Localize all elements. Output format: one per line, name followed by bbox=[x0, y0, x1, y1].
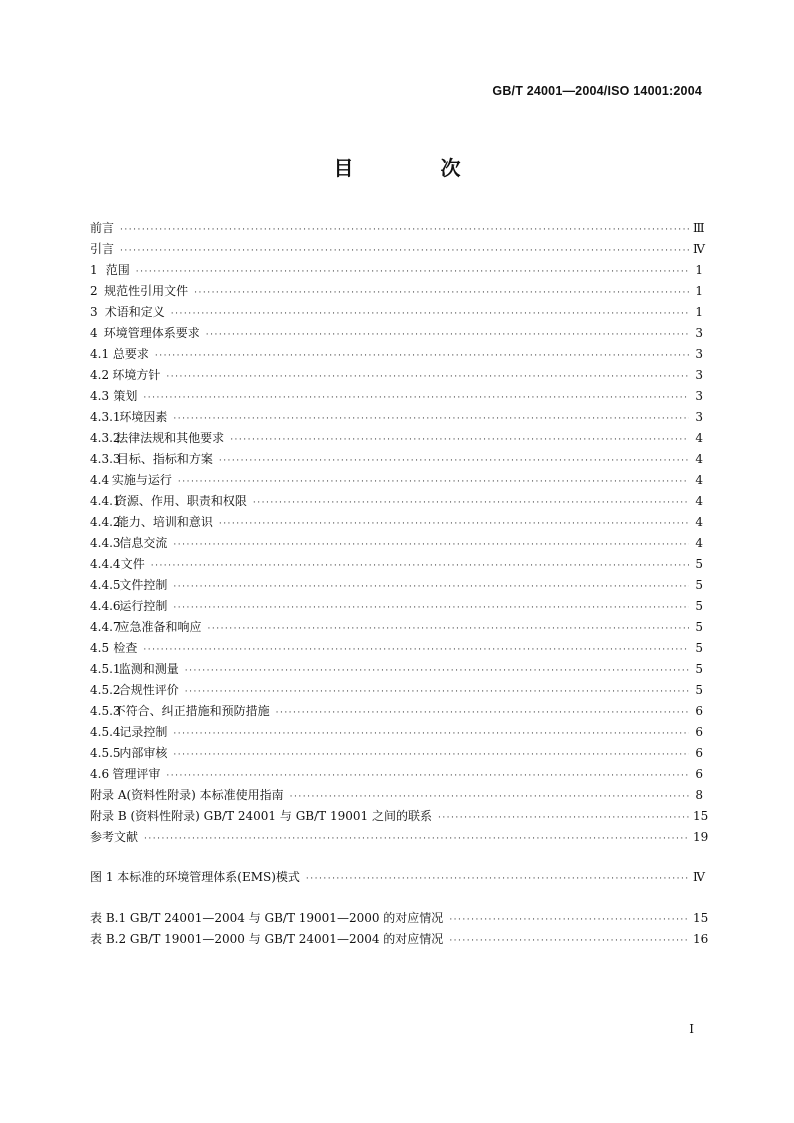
toc-leader-dots bbox=[120, 220, 689, 241]
toc-entry-label: 参考文献 bbox=[90, 830, 139, 844]
toc-leader-dots bbox=[136, 262, 689, 283]
toc-entry[interactable] bbox=[90, 281, 703, 302]
standard-code-header: GB/T 24001—2004/ISO 14001:2004 bbox=[492, 84, 702, 98]
toc-leader-dots bbox=[173, 535, 689, 556]
toc-leader-dots bbox=[207, 619, 689, 640]
toc-entry[interactable] bbox=[90, 260, 703, 281]
toc-leader-dots bbox=[120, 241, 689, 262]
toc-entry-label: 应急准备和响应 bbox=[117, 620, 202, 634]
toc-leader-dots bbox=[230, 430, 689, 451]
toc-leader-dots bbox=[173, 745, 689, 766]
toc-leader-dots bbox=[143, 388, 689, 409]
toc-leader-dots bbox=[155, 346, 689, 367]
toc-entry-page: 5 bbox=[695, 620, 703, 634]
toc-entry-number: 4.3.3 bbox=[90, 452, 121, 466]
toc-entry[interactable] bbox=[90, 638, 703, 659]
toc-entry[interactable] bbox=[90, 239, 703, 260]
toc-entry-label: 运行控制 bbox=[119, 599, 168, 613]
toc-entry-label: 表 B.1 GB/T 24001—2004 与 GB/T 19001—2000 的对应情况 bbox=[90, 911, 444, 925]
toc-entry[interactable] bbox=[90, 470, 703, 491]
toc-entry-label: 目标、指标和方案 bbox=[116, 452, 213, 466]
toc-entry-label: 监测和测量 bbox=[118, 662, 179, 676]
toc-leader-dots bbox=[206, 325, 689, 346]
toc-entry[interactable] bbox=[90, 617, 703, 638]
toc-entry-number: 4.3 bbox=[90, 389, 110, 403]
toc-leader-dots bbox=[173, 409, 689, 430]
toc-entry-page: 4 bbox=[695, 431, 703, 445]
toc-entry[interactable] bbox=[90, 554, 703, 575]
toc-entry-number: 4.1 bbox=[90, 347, 110, 361]
toc-entry-number: 4.4.2 bbox=[90, 515, 121, 529]
toc-entry[interactable] bbox=[90, 491, 703, 512]
toc-entry[interactable] bbox=[90, 827, 709, 848]
toc-entry-page: 6 bbox=[695, 704, 703, 718]
toc-leader-dots bbox=[219, 514, 689, 535]
table-list bbox=[90, 908, 709, 950]
toc-entry[interactable] bbox=[90, 302, 703, 323]
toc-entry-label: 表 B.2 GB/T 19001—2000 与 GB/T 24001—2004 的对应情况 bbox=[90, 932, 444, 946]
toc-entry-page: 5 bbox=[695, 683, 703, 697]
toc-entry-label: 文件 bbox=[120, 557, 145, 571]
table-of-contents bbox=[90, 218, 709, 848]
toc-entry-label: 前言 bbox=[90, 221, 115, 235]
toc-entry-label: 检查 bbox=[113, 641, 138, 655]
toc-leader-dots bbox=[253, 493, 689, 514]
toc-entry-number: 4.4.4 bbox=[90, 557, 121, 571]
toc-entry[interactable] bbox=[90, 596, 703, 617]
toc-entry-page: 3 bbox=[695, 326, 703, 340]
toc-entry-page: 16 bbox=[693, 932, 709, 946]
toc-entry-label: 信息交流 bbox=[119, 536, 168, 550]
toc-entry-page: 6 bbox=[695, 725, 703, 739]
toc-entry-label: 管理评审 bbox=[112, 767, 161, 781]
toc-entry-label: 资源、作用、职责和权限 bbox=[114, 494, 247, 508]
toc-entry[interactable] bbox=[90, 512, 703, 533]
toc-leader-dots bbox=[173, 577, 689, 598]
toc-entry[interactable] bbox=[90, 533, 703, 554]
toc-entry[interactable] bbox=[90, 929, 709, 950]
toc-leader-dots bbox=[276, 703, 689, 724]
toc-entry-page: 3 bbox=[695, 368, 703, 382]
toc-entry-number: 4.4.3 bbox=[90, 536, 121, 550]
toc-leader-dots bbox=[219, 451, 689, 472]
toc-entry-page: 4 bbox=[695, 452, 703, 466]
toc-entry-label: 图 1 本标准的环境管理体系(EMS)模式 bbox=[90, 870, 300, 884]
toc-entry-label: 环境因素 bbox=[119, 410, 168, 424]
toc-entry-page: 4 bbox=[695, 494, 703, 508]
toc-entry[interactable] bbox=[90, 344, 703, 365]
toc-entry[interactable] bbox=[90, 764, 703, 785]
toc-entry-page: 3 bbox=[695, 410, 703, 424]
toc-entry-label: 文件控制 bbox=[119, 578, 168, 592]
toc-entry-page: 15 bbox=[693, 809, 709, 823]
toc-entry-number: 2 bbox=[90, 284, 98, 298]
toc-entry[interactable] bbox=[90, 323, 703, 344]
toc-entry[interactable] bbox=[90, 908, 709, 929]
toc-entry-label: 实施与运行 bbox=[111, 473, 172, 487]
toc-entry-label: 能力、培训和意识 bbox=[116, 515, 213, 529]
page-title: 目 次 bbox=[333, 156, 501, 180]
toc-entry-page: 1 bbox=[695, 263, 703, 277]
toc-entry-page: 5 bbox=[695, 557, 703, 571]
toc-entry-page: 6 bbox=[695, 767, 703, 781]
toc-leader-dots bbox=[166, 766, 689, 787]
toc-entry-label: 不符合、纠正措施和预防措施 bbox=[113, 704, 270, 718]
toc-entry-page: Ⅳ bbox=[693, 870, 705, 884]
toc-leader-dots bbox=[171, 304, 689, 325]
toc-entry-number: 3 bbox=[90, 305, 98, 319]
toc-entry-page: 15 bbox=[693, 911, 709, 925]
toc-entry[interactable] bbox=[90, 743, 703, 764]
toc-entry[interactable] bbox=[90, 386, 703, 407]
toc-entry-page: 19 bbox=[693, 830, 709, 844]
toc-entry-number: 4.5.3 bbox=[90, 704, 121, 718]
toc-entry-page: 5 bbox=[695, 578, 703, 592]
toc-entry[interactable] bbox=[90, 867, 703, 888]
toc-entry[interactable] bbox=[90, 428, 703, 449]
toc-entry[interactable] bbox=[90, 365, 703, 386]
toc-entry-number: 4.3.1 bbox=[90, 410, 121, 424]
toc-entry[interactable] bbox=[90, 785, 703, 806]
toc-entry-page: 1 bbox=[695, 284, 703, 298]
toc-entry-number: 4.4.1 bbox=[90, 494, 121, 508]
toc-entry-label: 记录控制 bbox=[119, 725, 168, 739]
toc-entry-page: 3 bbox=[695, 347, 703, 361]
toc-entry-page: 4 bbox=[695, 473, 703, 487]
toc-leader-dots bbox=[449, 910, 689, 931]
toc-leader-dots bbox=[438, 808, 689, 829]
toc-leader-dots bbox=[173, 724, 689, 745]
toc-entry-number: 4.4.7 bbox=[90, 620, 121, 634]
toc-entry[interactable] bbox=[90, 701, 703, 722]
toc-entry[interactable] bbox=[90, 449, 703, 470]
toc-entry[interactable] bbox=[90, 218, 703, 239]
toc-entry[interactable] bbox=[90, 806, 709, 827]
toc-entry-page: 3 bbox=[695, 389, 703, 403]
figure-list bbox=[90, 867, 703, 888]
toc-entry-label: 环境方针 bbox=[112, 368, 161, 382]
toc-entry-page: 8 bbox=[695, 788, 703, 802]
toc-entry-number: 4.4 bbox=[90, 473, 110, 487]
toc-leader-dots bbox=[185, 682, 689, 703]
toc-entry-label: 引言 bbox=[90, 242, 115, 256]
toc-entry-page: 5 bbox=[695, 641, 703, 655]
toc-entry[interactable] bbox=[90, 575, 703, 596]
toc-entry[interactable] bbox=[90, 680, 703, 701]
toc-leader-dots bbox=[143, 640, 689, 661]
toc-entry-page: 6 bbox=[695, 746, 703, 760]
toc-entry-page: 5 bbox=[695, 599, 703, 613]
toc-entry-number: 4.4.5 bbox=[90, 578, 121, 592]
toc-entry-number: 4.5.2 bbox=[90, 683, 121, 697]
toc-entry-number: 4.4.6 bbox=[90, 599, 121, 613]
toc-entry-page: Ⅳ bbox=[693, 242, 705, 256]
toc-entry-page: 4 bbox=[695, 515, 703, 529]
toc-entry-label: 总要求 bbox=[112, 347, 149, 361]
toc-entry-page: 1 bbox=[695, 305, 703, 319]
toc-entry-number: 4.6 bbox=[90, 767, 110, 781]
toc-leader-dots bbox=[166, 367, 689, 388]
toc-leader-dots bbox=[306, 869, 689, 890]
toc-entry-label: 术语和定义 bbox=[104, 305, 165, 319]
toc-entry-page: 5 bbox=[695, 662, 703, 676]
toc-leader-dots bbox=[449, 931, 689, 952]
toc-entry-label: 附录 A(资料性附录) 本标准使用指南 bbox=[90, 788, 284, 802]
page-number: I bbox=[689, 1022, 694, 1036]
toc-entry-number: 4.3.2 bbox=[90, 431, 121, 445]
toc-entry[interactable] bbox=[90, 722, 703, 743]
toc-entry-number: 1 bbox=[90, 263, 98, 277]
toc-leader-dots bbox=[290, 787, 689, 808]
toc-leader-dots bbox=[173, 598, 689, 619]
toc-entry-number: 4 bbox=[90, 326, 98, 340]
toc-entry-number: 4.5.4 bbox=[90, 725, 121, 739]
toc-leader-dots bbox=[185, 661, 689, 682]
toc-entry-label: 内部审核 bbox=[119, 746, 168, 760]
toc-entry-number: 4.5.1 bbox=[90, 662, 121, 676]
toc-entry-label: 合规性评价 bbox=[118, 683, 179, 697]
toc-entry-label: 规范性引用文件 bbox=[104, 284, 189, 298]
toc-leader-dots bbox=[151, 556, 689, 577]
toc-entry-label: 法律法规和其他要求 bbox=[116, 431, 225, 445]
toc-entry-page: 4 bbox=[695, 536, 703, 550]
toc-leader-dots bbox=[194, 283, 689, 304]
toc-entry-label: 策划 bbox=[113, 389, 138, 403]
toc-leader-dots bbox=[144, 829, 689, 850]
toc-entry-number: 4.5 bbox=[90, 641, 110, 655]
toc-entry-label: 环境管理体系要求 bbox=[103, 326, 200, 340]
toc-entry[interactable] bbox=[90, 407, 703, 428]
toc-entry-number: 4.5.5 bbox=[90, 746, 121, 760]
toc-entry-label: 附录 B (资料性附录) GB/T 24001 与 GB/T 19001 之间的联系 bbox=[90, 809, 432, 823]
toc-entry-number: 4.2 bbox=[90, 368, 110, 382]
toc-entry-label: 范围 bbox=[105, 263, 130, 277]
toc-entry-page: Ⅲ bbox=[693, 221, 705, 235]
toc-leader-dots bbox=[178, 472, 689, 493]
toc-entry[interactable] bbox=[90, 659, 703, 680]
